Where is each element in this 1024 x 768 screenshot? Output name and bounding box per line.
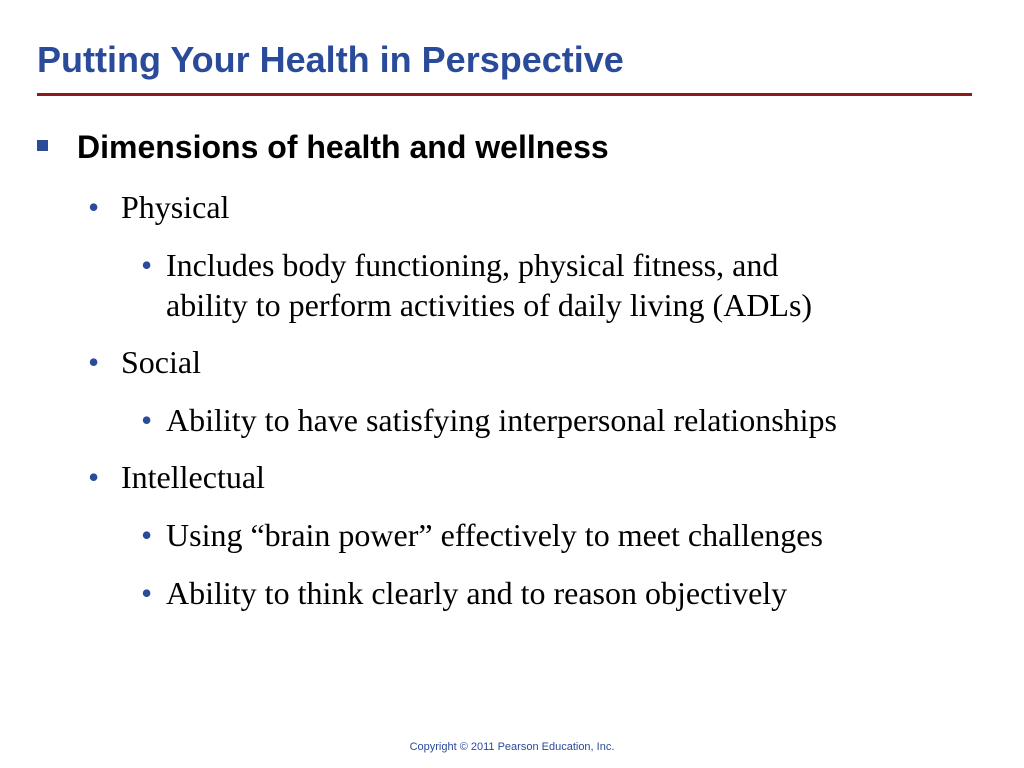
level1-item bbox=[37, 131, 609, 163]
level1-heading: Dimensions of health and wellness bbox=[77, 129, 609, 165]
copyright-footer: Copyright © 2011 Pearson Education, Inc. bbox=[409, 741, 615, 753]
bullet-icon: • bbox=[88, 189, 100, 225]
level3-item bbox=[141, 574, 788, 612]
level2-item-intellectual bbox=[88, 458, 265, 496]
level3-item-continuation bbox=[166, 286, 812, 324]
title-divider bbox=[37, 93, 972, 96]
bullet-icon: • bbox=[141, 247, 153, 283]
level2-item-social bbox=[88, 343, 201, 381]
bullet-icon: • bbox=[141, 575, 153, 611]
bullet-icon: • bbox=[88, 344, 100, 380]
level3-label: Using “brain power” effectively to meet challenges bbox=[166, 517, 823, 553]
bullet-icon: • bbox=[88, 459, 100, 495]
level3-item bbox=[141, 516, 823, 554]
level3-item bbox=[141, 401, 837, 439]
level3-label: Ability to have satisfying interpersonal relationships bbox=[166, 402, 837, 438]
slide-title: Putting Your Health in Perspective bbox=[37, 39, 624, 80]
level3-item bbox=[141, 246, 779, 284]
square-bullet-icon bbox=[37, 140, 48, 151]
bullet-icon: • bbox=[141, 517, 153, 553]
level3-label: Includes body functioning, physical fitness, and bbox=[166, 247, 779, 283]
level2-label: Intellectual bbox=[121, 459, 265, 495]
level2-label: Physical bbox=[121, 189, 230, 225]
level2-label: Social bbox=[121, 344, 201, 380]
level3-label: ability to perform activities of daily living (ADLs) bbox=[166, 287, 813, 323]
level2-item-physical bbox=[88, 188, 230, 226]
level3-label: Ability to think clearly and to reason objectively bbox=[166, 575, 788, 611]
bullet-icon: • bbox=[141, 402, 153, 438]
